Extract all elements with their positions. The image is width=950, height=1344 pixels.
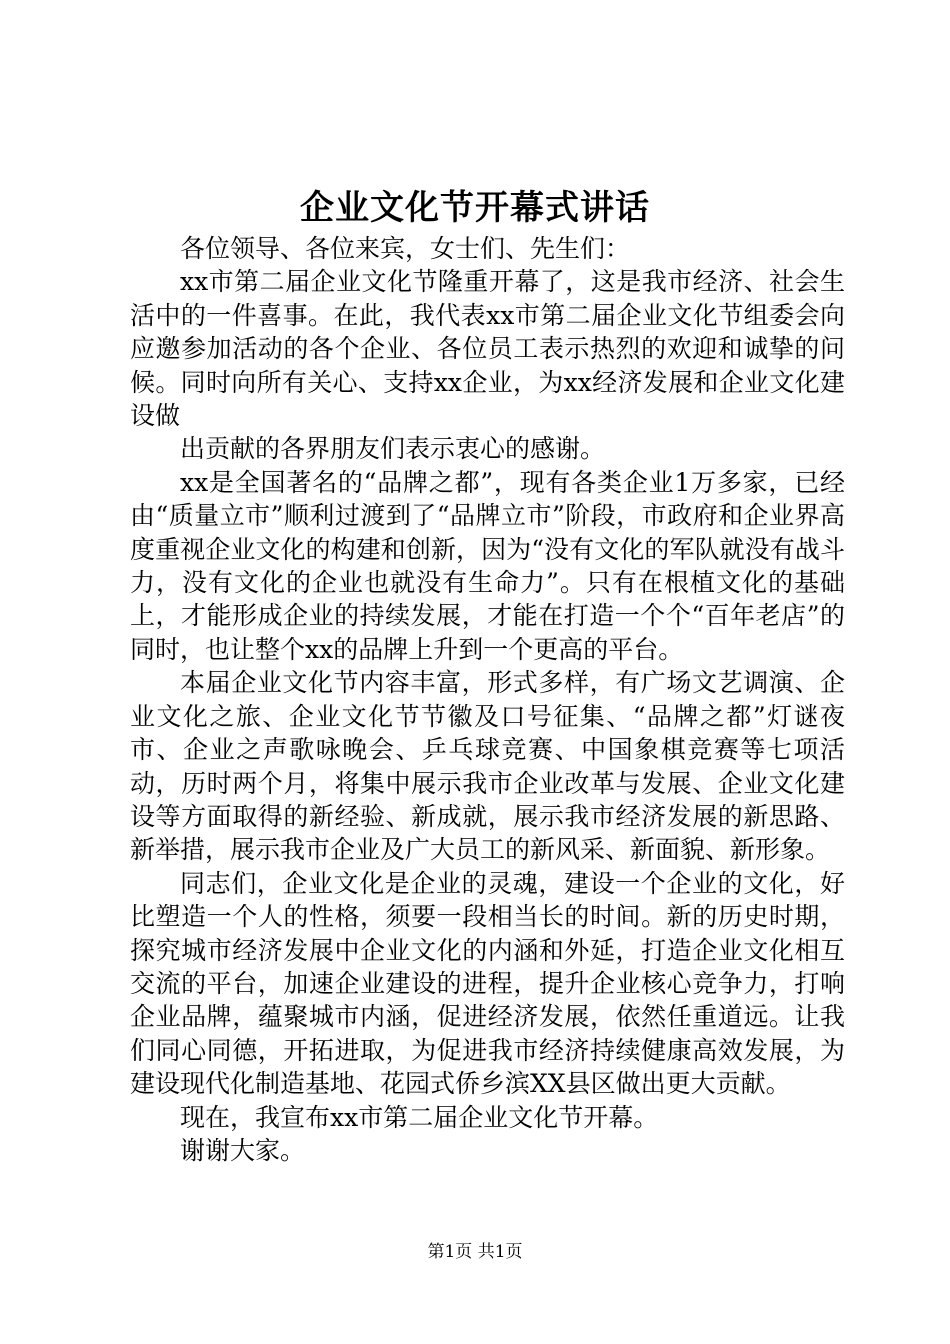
page-footer: 第1页 共1页: [427, 1242, 523, 1262]
paragraph-opening: xx市第二届企业文化节隆重开幕了，这是我市经济、社会生活中的一件喜事。在此，我代表xx市第二届企业文化节组委会向应邀参加活动的各个企业、各位员工表示热烈的欢迎和诚挚的问候。同时向所有关心、支持xx企业，为xx经济发展和企业文化建设做: [130, 267, 845, 431]
paragraph-greeting: 各位领导、各位来宾，女士们、先生们：: [180, 234, 631, 263]
document-body: [130, 232, 845, 1167]
paragraph-brand-capital: xx是全国著名的“品牌之都”，现有各类企业1万多家，已经由“质量立市”顺利过渡到了“品牌立市”阶段，市政府和企业界高度重视企业文化的构建和创新，因为“没有文化的军队就没有战斗力，没有文化的企业也就没有生命力”。只有在根植文化的基础上，才能形成企业的持续发展，才能在打造一个个“百年老店”的同时，也让整个xx的品牌上升到一个更高的平台。: [130, 467, 845, 664]
paragraph-thanks: 出贡献的各界朋友们表示衷心的感谢。: [180, 434, 606, 464]
paragraph-closing: 谢谢大家。: [180, 1135, 306, 1165]
paragraph-declaration: 现在，我宣布xx市第二届企业文化节开幕。: [180, 1102, 659, 1132]
paragraph-comrades: 同志们，企业文化是企业的灵魂，建设一个企业的文化，好比塑造一个人的性格，须要一段相当长的时间。新的历史时期，探究城市经济发展中企业文化的内涵和外延，打造企业文化相互交流的平台，加速企业建设的进程，提升企业核心竞争力，打响企业品牌，蕴聚城市内涵，促进经济发展，依然任重道远。让我们同心同德，开拓进取，为促进我市经济持续健康高效发展，为建设现代化制造基地、花园式侨乡滨XX县区做出更大贡献。: [130, 868, 845, 1099]
paragraph-activities: 本届企业文化节内容丰富，形式多样，有广场文艺调演、企业文化之旅、企业文化节节徽及口号征集、“品牌之都”灯谜夜市、企业之声歌咏晚会、乒乓球竞赛、中国象棋竞赛等七项活动，历时两个月，将集中展示我市企业改革与发展、企业文化建设等方面取得的新经验、新成就，展示我市经济发展的新思路、新举措，展示我市企业及广大员工的新风采、新面貌、新形象。: [130, 668, 845, 865]
page-title: 企业文化节开幕式讲话: [300, 188, 650, 228]
